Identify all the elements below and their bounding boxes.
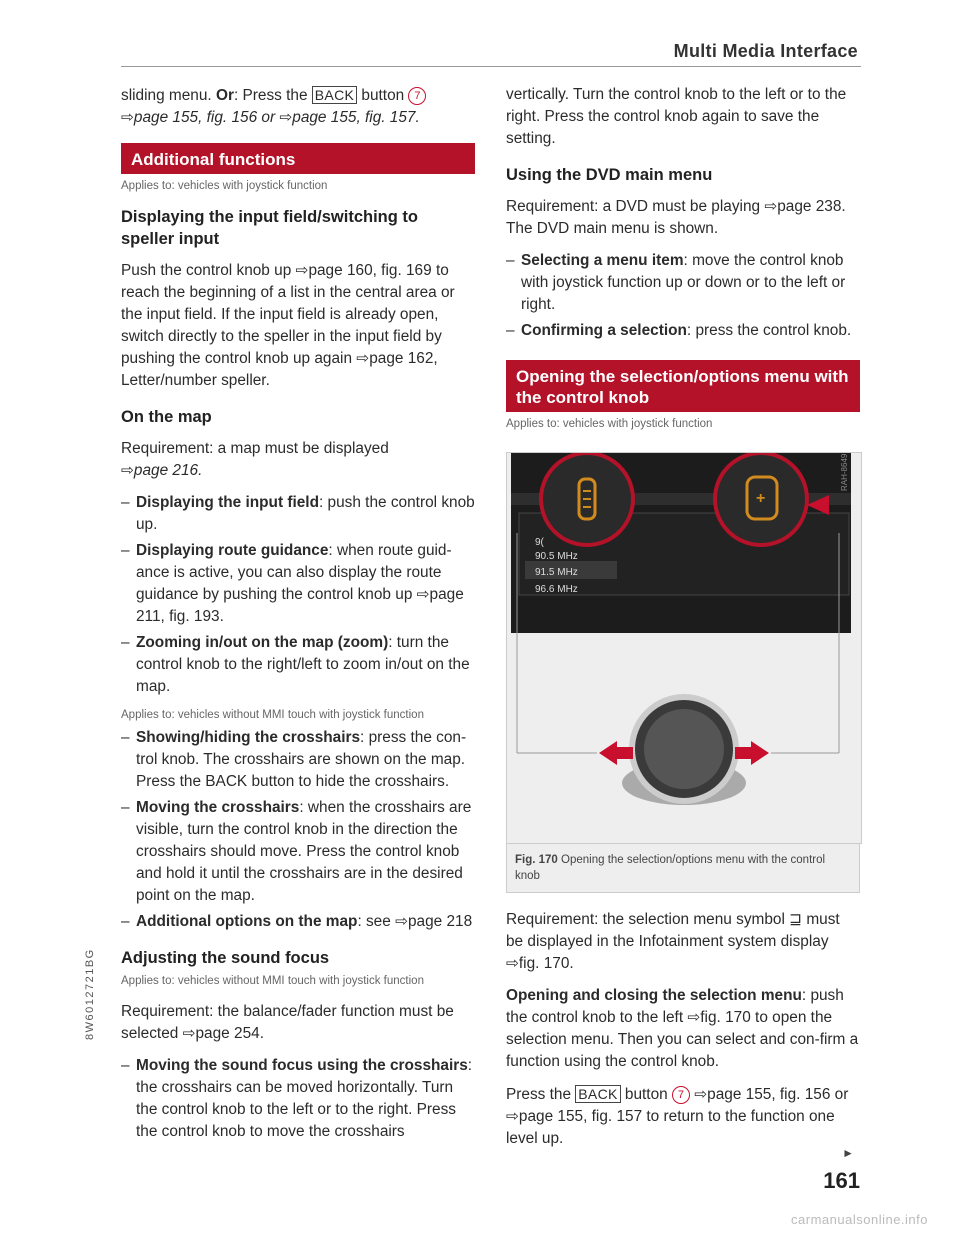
heading-input-field: Displaying the input field/switching to speller input [121, 208, 418, 248]
applies-note-sound: Applies to: vehicles without MMI touch with joystick function [121, 975, 424, 987]
header-rule [121, 66, 861, 67]
opening-closing-paragraph: Opening and closing the selection menu: push the control knob to the left ⇨fig. 170 to open the selection menu. Then you can select and con-firm a function using the control knob. [506, 987, 859, 1070]
press-back-paragraph: Press the BACK button 7 ⇨page 155, fig. 156 or ⇨page 155, fig. 157 to return to the function one level up. [506, 1086, 849, 1147]
right-column [506, 84, 860, 1150]
page-header-title: Multi Media Interface [673, 41, 858, 61]
paragraph-input-field: Push the control knob up ⇨page 160, fig. 169 to reach the beginning of a list in the central area or the input field. If the input field is already open, switch directly to the speller in the input field by pushing the control knob up again ⇨page 162, Letter/number speller. [121, 262, 455, 389]
station-item: 90.5 MHz [535, 551, 578, 562]
list-item: – Additional options on the map: see ⇨page 218 [121, 913, 473, 930]
station-partial: 9( [535, 537, 544, 548]
svg-text:+: + [756, 490, 766, 507]
page-number: 161 [823, 1168, 860, 1193]
continuation-paragraph: vertically. Turn the control knob to the left or to the right. Press the control knob again to save the setting. [506, 86, 847, 147]
arrow-left-icon [599, 741, 633, 765]
list-item: – Selecting a menu item: move the control knob with joystick function up or down or to the left or right. [506, 252, 846, 313]
applies-note-no-touch: Applies to: vehicles without MMI touch with joystick function [121, 709, 424, 721]
list-item: – Moving the sound focus using the crosshairs: the crosshairs can be moved horizontally. Turn the control knob to the left or to the right. Press the control knob to move the crosshairs [121, 1057, 473, 1140]
watermark: carmanualsonline.info [791, 1212, 928, 1227]
intro-paragraph: sliding menu. Or: Press the BACK button 7 ⇨page 155, fig. 156 or ⇨page 155, fig. 157. [121, 84, 475, 129]
left-column [121, 84, 475, 1143]
list-item: – Showing/hiding the crosshairs: press the con-trol knob. The crosshairs are shown on the map. Press the BACK button to hide the crosshairs. [121, 729, 467, 790]
section-heading-additional-functions: Additional functions [121, 143, 475, 174]
list-item: – Moving the crosshairs: when the crosshairs are visible, turn the control knob in the direction the crosshairs should move. Press the control knob and hold it until the crosshairs are in the desired point on the map. [121, 799, 472, 904]
map-page-ref[interactable]: ⇨page 216. [121, 462, 203, 479]
map-requirement: Requirement: a map must be displayed [121, 440, 389, 457]
list-item: – Confirming a selection: press the control knob. [506, 322, 852, 339]
figure-illustration [507, 453, 861, 843]
figure-170 [506, 452, 862, 844]
station-item: 96.6 MHz [535, 584, 578, 595]
dvd-requirement: Requirement: a DVD must be playing ⇨page 238. The DVD main menu is shown. [506, 198, 846, 237]
continue-arrow-icon: ► [842, 1146, 854, 1160]
arrow-right-icon [735, 741, 769, 765]
section-heading-selection-menu: Opening the selection/options menu with the control knob [506, 360, 860, 412]
figure-code: RAH-8649 [840, 453, 849, 491]
applies-note: Applies to: vehicles with joystick function [121, 180, 328, 192]
back-button-label: BACK [312, 86, 357, 104]
list-item: – Displaying route guidance: when route guid-ance is active, you can also display the route guidance by pushing the control knob up ⇨page 211, fig. 193. [121, 542, 464, 625]
station-item: 91.5 MHz [535, 567, 578, 578]
applies-note-right: Applies to: vehicles with joystick function [506, 418, 713, 430]
heading-dvd-menu: Using the DVD main menu [506, 166, 713, 184]
heading-on-the-map: On the map [121, 408, 212, 426]
list-item: – Displaying the input field: push the control knob up. [121, 494, 475, 533]
figure-caption: Fig. 170 Opening the selection/options menu with the control knob [506, 844, 860, 893]
list-item: – Zooming in/out on the map (zoom): turn the control knob to the right/left to zoom in/out on the map. [121, 634, 470, 695]
heading-sound-focus: Adjusting the sound focus [121, 949, 330, 967]
selection-requirement: Requirement: the selection menu symbol ⊒ must be displayed in the Infotainment system display ⇨fig. 170. [506, 911, 840, 972]
document-code: 8W6012721BG [84, 948, 96, 1040]
back-button-label: BACK [575, 1085, 620, 1103]
callout-7: 7 [672, 1086, 690, 1104]
callout-7: 7 [408, 87, 426, 105]
sound-requirement: Requirement: the balance/fader function must be selected ⇨page 254. [121, 1003, 454, 1042]
page-ref-link[interactable]: ⇨page 155, fig. 156 or ⇨page 155, fig. 157. [121, 109, 420, 126]
